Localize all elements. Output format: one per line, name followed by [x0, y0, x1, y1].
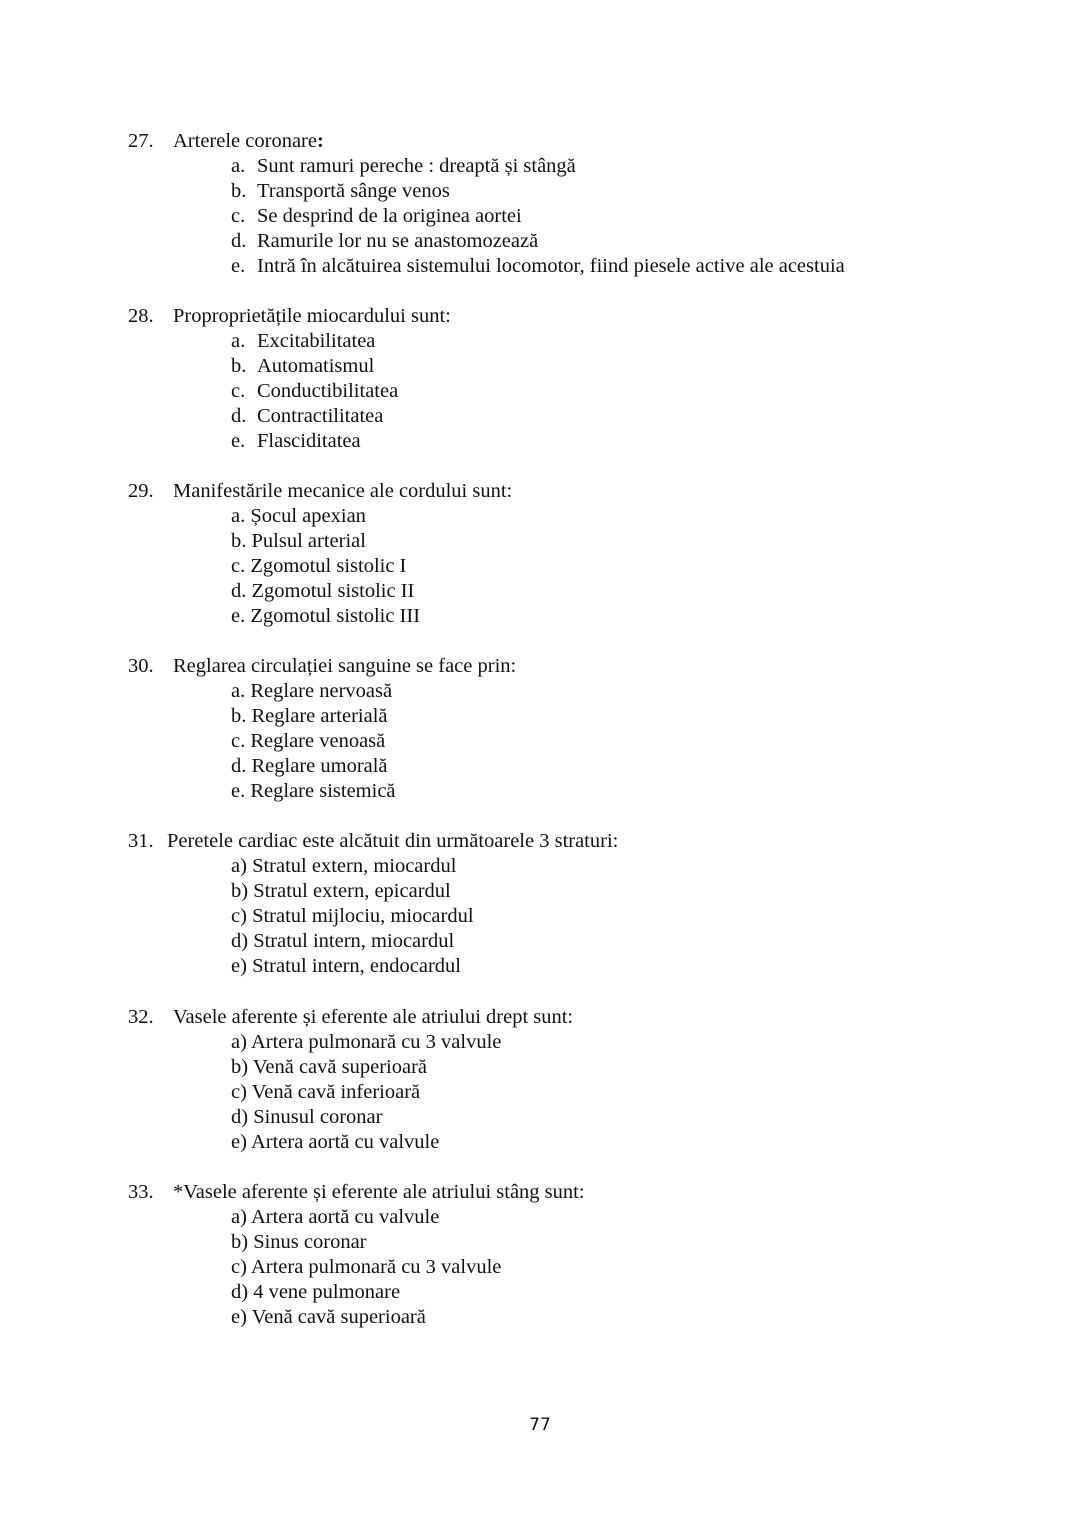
- option-text: Stratul mijlociu, miocardul: [252, 905, 474, 927]
- question-stem: [128, 654, 1028, 679]
- option-text: Reglare arterială: [251, 705, 388, 727]
- option-letter: d.: [231, 580, 247, 602]
- question-32: [128, 1005, 1028, 1155]
- option-letter: b.: [231, 530, 247, 552]
- option-letter: a.: [231, 155, 246, 177]
- option-text: Contractilitatea: [257, 405, 384, 427]
- option-letter: d): [231, 930, 249, 952]
- option-text: Conductibilitatea: [257, 380, 399, 402]
- option-letter: b.: [231, 355, 247, 377]
- option-a: [231, 504, 1028, 529]
- option-letter: c.: [231, 555, 246, 577]
- question-stem: [128, 479, 1028, 504]
- option-text: Venă cavă superioară: [252, 1056, 427, 1078]
- option-a: [231, 154, 1028, 179]
- question-33: [128, 1180, 1028, 1330]
- question-stem: [128, 829, 1028, 854]
- question-28: [128, 304, 1028, 454]
- page-number: 77: [529, 1415, 551, 1435]
- option-text: Sinus coronar: [253, 1231, 367, 1253]
- option-list: [231, 1205, 1028, 1330]
- option-b: [231, 1055, 1028, 1080]
- option-text: Zgomotul sistolic II: [251, 580, 415, 602]
- option-letter: c): [231, 1256, 247, 1278]
- option-letter: a.: [231, 505, 246, 527]
- option-text: Venă cavă superioară: [251, 1306, 426, 1328]
- question-text: Vasele aferente și eferente ale atriului drept sunt:: [173, 1006, 574, 1028]
- option-a: [231, 329, 1028, 354]
- option-list: [231, 504, 1028, 629]
- option-letter: c): [231, 905, 247, 927]
- option-d: [231, 929, 1028, 954]
- question-number: 28.: [128, 305, 154, 327]
- option-text: Artera aortă cu valvule: [250, 1131, 440, 1153]
- option-letter: c.: [231, 205, 246, 227]
- option-d: [231, 579, 1028, 604]
- question-text: Proproprietățile miocardului sunt:: [173, 305, 451, 327]
- question-stem: [128, 129, 1028, 154]
- question-text: Arterele coronare: [173, 130, 317, 152]
- option-letter: e.: [231, 255, 246, 277]
- option-e: [231, 604, 1028, 629]
- option-c: [231, 1080, 1028, 1105]
- option-list: [231, 329, 1028, 454]
- question-stem: [128, 304, 1028, 329]
- option-e: [231, 254, 1028, 279]
- option-c: [231, 379, 1028, 404]
- option-d: [231, 1280, 1028, 1305]
- option-text: Zgomotul sistolic I: [250, 555, 407, 577]
- question-stem: [128, 1005, 1028, 1030]
- option-text: Pulsul arterial: [251, 530, 366, 552]
- question-number: 32.: [128, 1006, 154, 1028]
- option-text: Flasciditatea: [257, 430, 361, 452]
- option-text: Stratul extern, miocardul: [252, 855, 457, 877]
- option-list: [231, 1030, 1028, 1155]
- question-number: 33.: [128, 1181, 154, 1203]
- option-text: Stratul intern, endocardul: [252, 955, 461, 977]
- option-letter: e): [231, 1306, 247, 1328]
- option-c: [231, 729, 1028, 754]
- option-text: Reglare venoasă: [250, 730, 386, 752]
- option-text: Se desprind de la originea aortei: [257, 205, 522, 227]
- option-text: Artera pulmonară cu 3 valvule: [250, 1031, 502, 1053]
- option-d: [231, 404, 1028, 429]
- option-c: [231, 554, 1028, 579]
- option-text: Intră în alcătuirea sistemului locomotor, fiind piesele active ale acestuia: [257, 255, 845, 277]
- option-letter: a): [231, 1031, 247, 1053]
- option-letter: a): [231, 855, 247, 877]
- option-list: [231, 154, 1028, 279]
- option-text: Artera pulmonară cu 3 valvule: [250, 1256, 502, 1278]
- option-e: [231, 1130, 1028, 1155]
- option-text: Zgomotul sistolic III: [250, 605, 421, 627]
- option-text: Stratul intern, miocardul: [253, 930, 455, 952]
- option-text: Sinusul coronar: [253, 1106, 383, 1128]
- option-letter: d.: [231, 755, 247, 777]
- option-letter: a.: [231, 330, 246, 352]
- question-27: [128, 129, 1028, 279]
- option-text: Excitabilitatea: [257, 330, 376, 352]
- option-letter: b.: [231, 180, 247, 202]
- option-b: [231, 179, 1028, 204]
- option-text: Transportă sânge venos: [257, 180, 450, 202]
- option-letter: b): [231, 1231, 249, 1253]
- option-letter: b): [231, 880, 249, 902]
- option-d: [231, 229, 1028, 254]
- option-list: [231, 854, 1028, 979]
- option-e: [231, 779, 1028, 804]
- option-letter: e.: [231, 780, 246, 802]
- option-c: [231, 1255, 1028, 1280]
- option-text: Reglare nervoasă: [250, 680, 393, 702]
- option-letter: a.: [231, 680, 246, 702]
- option-text: Ramurile lor nu se anastomozează: [257, 230, 539, 252]
- option-text: Stratul extern, epicardul: [253, 880, 451, 902]
- question-text: Manifestările mecanice ale cordului sunt:: [173, 480, 513, 502]
- option-text: Reglare umorală: [251, 755, 388, 777]
- option-e: [231, 429, 1028, 454]
- option-letter: c.: [231, 380, 246, 402]
- question-text: *Vasele aferente și eferente ale atriului stâng sunt:: [173, 1181, 585, 1203]
- option-text: Venă cavă inferioară: [251, 1081, 421, 1103]
- option-d: [231, 754, 1028, 779]
- option-letter: d): [231, 1106, 249, 1128]
- option-text: Automatismul: [257, 355, 375, 377]
- option-letter: e): [231, 955, 247, 977]
- option-letter: d.: [231, 230, 247, 252]
- question-number: 31.: [128, 830, 154, 852]
- option-letter: a): [231, 1206, 247, 1228]
- option-a: [231, 679, 1028, 704]
- option-e: [231, 1305, 1028, 1330]
- question-31: [128, 829, 1028, 979]
- option-b: [231, 529, 1028, 554]
- option-text: Sunt ramuri pereche : dreaptă și stângă: [257, 155, 576, 177]
- option-letter: e): [231, 1131, 247, 1153]
- option-a: [231, 1205, 1028, 1230]
- option-letter: b.: [231, 705, 247, 727]
- option-b: [231, 1230, 1028, 1255]
- option-letter: b): [231, 1056, 249, 1078]
- option-b: [231, 879, 1028, 904]
- option-letter: d): [231, 1281, 249, 1303]
- option-a: [231, 854, 1028, 879]
- option-letter: e.: [231, 430, 246, 452]
- question-number: 27.: [128, 130, 154, 152]
- option-b: [231, 704, 1028, 729]
- option-b: [231, 354, 1028, 379]
- option-text: Șocul apexian: [250, 505, 366, 527]
- option-e: [231, 954, 1028, 979]
- option-d: [231, 1105, 1028, 1130]
- option-c: [231, 204, 1028, 229]
- option-a: [231, 1030, 1028, 1055]
- option-text: 4 vene pulmonare: [253, 1281, 401, 1303]
- option-text: Artera aortă cu valvule: [250, 1206, 440, 1228]
- option-letter: d.: [231, 405, 247, 427]
- question-29: [128, 479, 1028, 629]
- question-colon: :: [316, 130, 324, 152]
- option-letter: e.: [231, 605, 246, 627]
- question-stem: [128, 1180, 1028, 1205]
- option-letter: c): [231, 1081, 247, 1103]
- question-30: [128, 654, 1028, 804]
- question-number: 30.: [128, 655, 154, 677]
- option-letter: c.: [231, 730, 246, 752]
- option-list: [231, 679, 1028, 804]
- question-number: 29.: [128, 480, 154, 502]
- question-text: Reglarea circulației sanguine se face prin:: [173, 655, 517, 677]
- option-c: [231, 904, 1028, 929]
- question-text: Peretele cardiac este alcătuit din următoarele 3 straturi:: [167, 830, 619, 852]
- option-text: Reglare sistemică: [250, 780, 396, 802]
